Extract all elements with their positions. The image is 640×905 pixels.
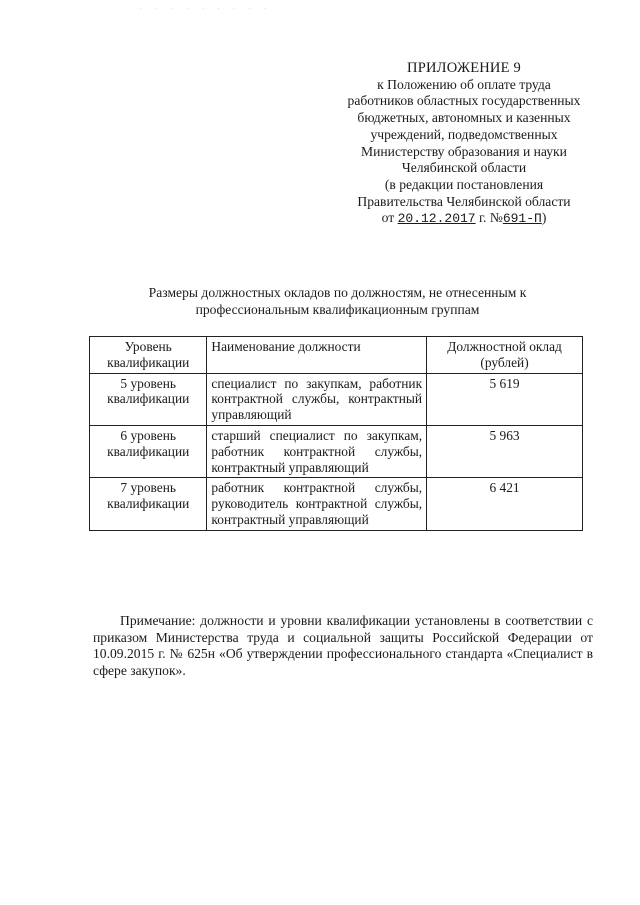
cell-salary: 5 963 (427, 425, 583, 477)
resolution-date: 20.12.2017 (397, 211, 476, 227)
cell-level: 5 уровень квалификации (90, 373, 207, 425)
closing-paren: ) (541, 210, 547, 226)
resolution-number: 691-П (502, 211, 542, 227)
table-row (90, 425, 583, 477)
date-suffix: г. № (479, 210, 503, 226)
appendix-header (318, 60, 610, 228)
table-row (90, 478, 583, 530)
table-header-row (90, 337, 583, 374)
resolution-date-line (318, 210, 610, 228)
footnote: Примечание: должности и уровни квалификации установлены в соответствии с приказом Министерства труда и социальной защиты Российской Федерации от 10.09.2015 г. № 625н «Об утверждении профессионального стандарта «Специалист в сфере закупок». (93, 612, 593, 679)
header-line: Правительства Челябинской области (357, 193, 571, 209)
cell-position: специалист по закупкам, работник контрактной службы, контрактный управляющий (207, 373, 427, 425)
scan-artifact: · · · · · · · · · (140, 6, 272, 12)
header-position: Наименование должности (207, 337, 427, 374)
cell-position: старший специалист по закупкам, работник контрактной службы, контрактный управляющий (207, 425, 427, 477)
title-line-1: Размеры должностных окладов по должностям, не отнесенным к (148, 285, 527, 300)
salary-table (89, 336, 583, 531)
date-prefix: от (381, 210, 395, 226)
header-line: Министерству образования и науки (361, 143, 567, 159)
header-salary: Должностной оклад (рублей) (427, 337, 583, 374)
header-line: к Положению об оплате труда (377, 76, 551, 92)
cell-level: 7 уровень квалификации (90, 478, 207, 530)
appendix-title: ПРИЛОЖЕНИЕ 9 (407, 60, 521, 76)
header-line: Челябинской области (401, 160, 527, 176)
header-line: учреждений, подведомственных (370, 126, 558, 142)
cell-level: 6 уровень квалификации (90, 425, 207, 477)
cell-position: работник контрактной службы, руководитель контрактной службы, контрактный управляющий (207, 478, 427, 530)
header-line: работников областных государственных (347, 93, 581, 109)
document-title (60, 285, 615, 319)
cell-salary: 5 619 (427, 373, 583, 425)
title-line-2: профессиональным квалификационным группам (195, 301, 480, 317)
cell-salary: 6 421 (427, 478, 583, 530)
header-line: (в редакции постановления (384, 176, 544, 192)
header-line: бюджетных, автономных и казенных (357, 110, 571, 126)
table-row (90, 373, 583, 425)
header-level: Уровень квалификации (90, 337, 207, 374)
